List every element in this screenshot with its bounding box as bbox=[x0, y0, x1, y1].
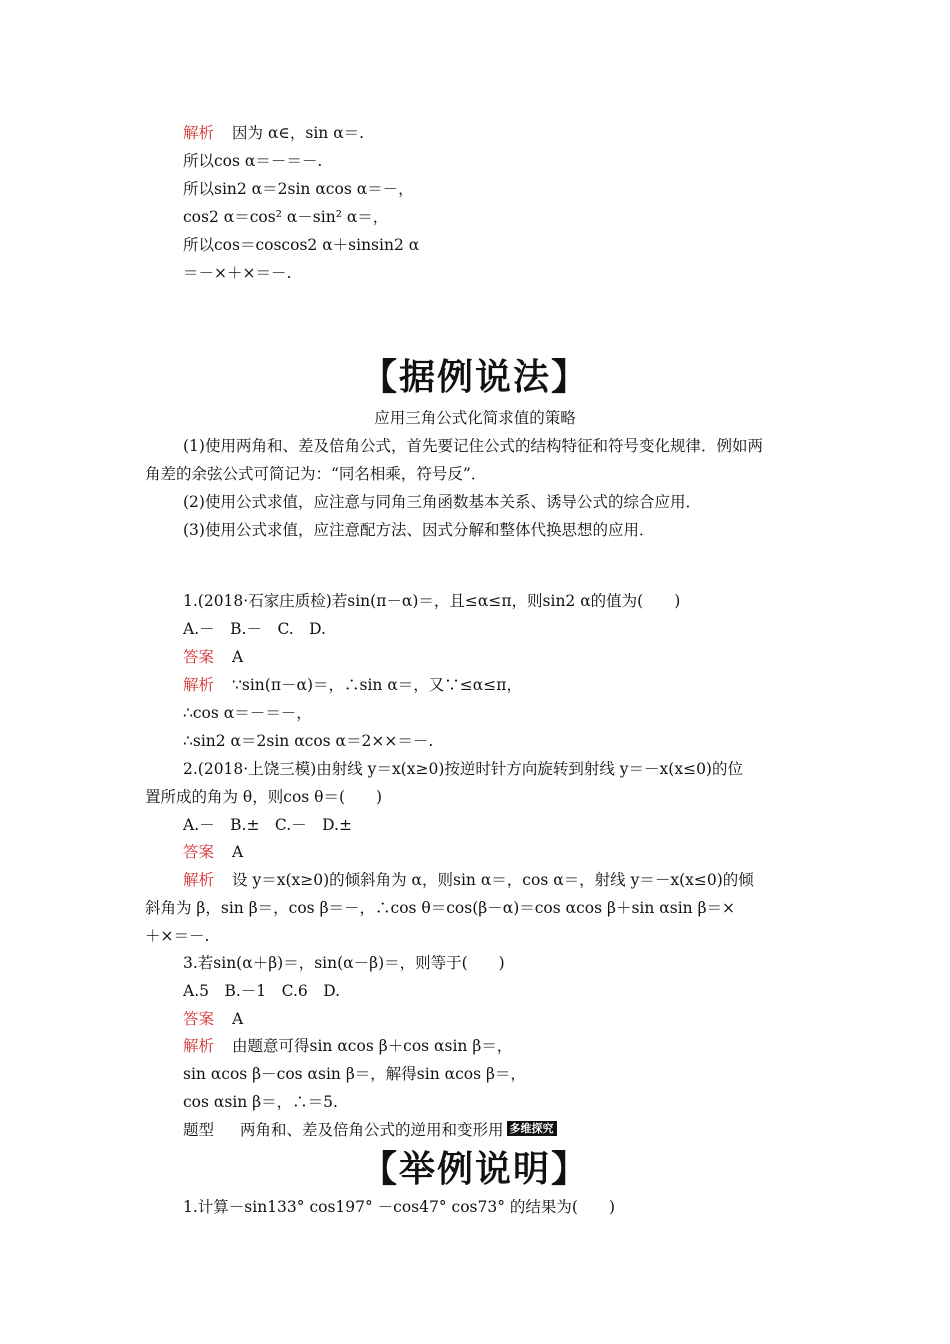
solution-line bbox=[183, 675, 522, 695]
solution-line: 所以cos＝coscos2 α＋sinsin2 α bbox=[183, 236, 420, 254]
solution-text: 设 y＝x(x≥0)的倾斜角为 α，则sin α＝，cos α＝，射线 y＝－x(x≤0)的倾 bbox=[232, 871, 754, 889]
question-stem: 2.(2018·上饶三模)由射线 y＝x(x≥0)按逆时针方向旋转到射线 y＝－x(x≤0)的位 bbox=[183, 760, 743, 778]
jiexi-label: 解析 bbox=[183, 871, 215, 889]
method-paragraph: 角差的余弦公式可简记为：“同名相乘，符号反”． bbox=[145, 465, 487, 483]
solution-line: cos2 α＝cos² α－sin² α＝， bbox=[183, 208, 389, 226]
solution-line: 斜角为 β，sin β＝，cos β＝－，∴cos θ＝cos(β－α)＝cos αcos β＋sin αsin β＝× bbox=[145, 899, 736, 917]
question-stem: 1.计算－sin133° cos197° －cos47° cos73° 的结果为( ) bbox=[183, 1198, 616, 1216]
solution-line: 所以sin2 α＝2sin αcos α＝－， bbox=[183, 180, 414, 198]
question-options: A.－ B.－ C. D. bbox=[183, 620, 326, 638]
topic-tag-badge: 多维探究 bbox=[507, 1121, 557, 1136]
question-options: A.－ B.± C.－ D.± bbox=[183, 816, 352, 834]
solution-text: 由题意可得sin αcos β＋cos αsin β＝， bbox=[232, 1037, 513, 1055]
daan-label: 答案 bbox=[183, 1010, 215, 1028]
solution-text: ∵sin(π－α)＝，∴sin α＝，又∵≤α≤π， bbox=[232, 676, 522, 694]
method-paragraph: (1)使用两角和、差及倍角公式，首先要记住公式的结构特征和符号变化规律．例如两 bbox=[183, 437, 763, 455]
solution-line: sin αcos β－cos αsin β＝，解得sin αcos β＝， bbox=[183, 1065, 526, 1083]
solution-line: ∴sin2 α＝2sin αcos α＝2××＝－. bbox=[183, 732, 434, 750]
section-banner-method: 【据例说法】 bbox=[360, 357, 589, 398]
solution-line bbox=[183, 870, 754, 890]
topic-label: 题型 bbox=[183, 1121, 215, 1139]
question-stem: 1.(2018·石家庄质检)若sin(π－α)＝，且≤α≤π，则sin2 α的值为( ) bbox=[183, 592, 681, 610]
solution-line: cos αsin β＝，∴＝5. bbox=[183, 1093, 338, 1111]
method-paragraph: (2)使用公式求值，应注意与同角三角函数基本关系、诱导公式的综合应用． bbox=[183, 493, 701, 511]
question-options: A.5 B.－1 C.6 D. bbox=[183, 982, 341, 1000]
solution-text: 因为 α∈，sin α＝. bbox=[232, 124, 365, 142]
answer-value: A bbox=[232, 1010, 244, 1028]
daan-label: 答案 bbox=[183, 648, 215, 666]
answer-line bbox=[183, 1009, 243, 1029]
jiexi-label: 解析 bbox=[183, 1037, 215, 1055]
method-title: 应用三角公式化简求值的策略 bbox=[374, 409, 576, 427]
jiexi-label: 解析 bbox=[183, 676, 215, 694]
solution-line: 所以cos α＝－＝－. bbox=[183, 152, 323, 170]
solution-line bbox=[183, 123, 364, 143]
topic-text: 两角和、差及倍角公式的逆用和变形用 bbox=[240, 1121, 504, 1139]
answer-line bbox=[183, 842, 243, 862]
answer-line bbox=[183, 647, 243, 667]
solution-line bbox=[183, 1036, 512, 1056]
method-paragraph: (3)使用公式求值，应注意配方法、因式分解和整体代换思想的应用． bbox=[183, 521, 655, 539]
solution-line: ∴cos α＝－＝－， bbox=[183, 704, 312, 722]
daan-label: 答案 bbox=[183, 843, 215, 861]
section-banner-examples: 【举例说明】 bbox=[360, 1149, 589, 1190]
question-stem: 置所成的角为 θ，则cos θ＝( ) bbox=[145, 788, 383, 806]
question-stem: 3.若sin(α＋β)＝，sin(α－β)＝，则等于( ) bbox=[183, 954, 505, 972]
answer-value: A bbox=[232, 648, 244, 666]
solution-line: ＝－×＋×＝－. bbox=[183, 264, 292, 282]
jiexi-label: 解析 bbox=[183, 124, 215, 142]
solution-line: ＋×＝－. bbox=[145, 927, 210, 945]
answer-value: A bbox=[232, 843, 244, 861]
topic-heading bbox=[183, 1120, 557, 1140]
